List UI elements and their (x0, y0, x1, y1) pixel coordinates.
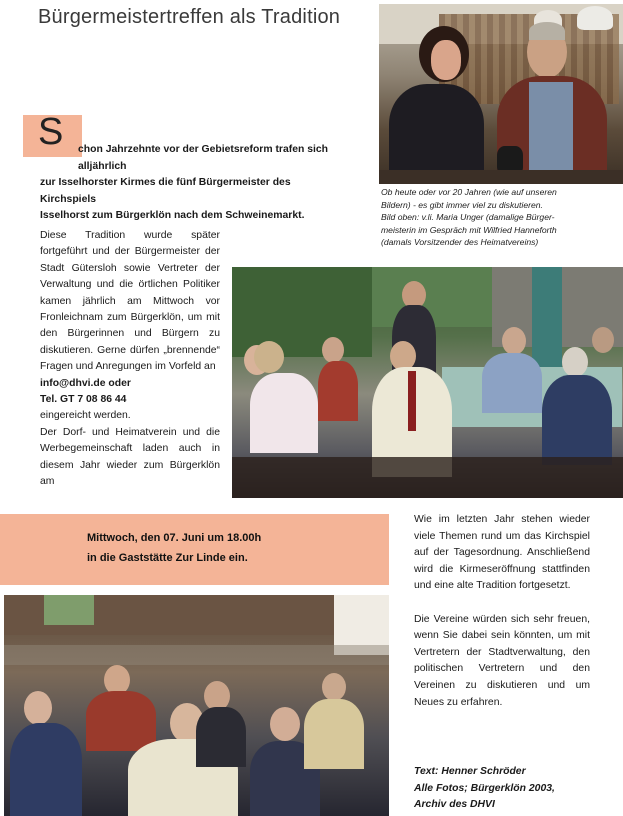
credit-line: Text: Henner Schröder (414, 766, 526, 777)
page-title: Bürgermeistertreffen als Tradition (38, 6, 341, 28)
credit-line: Alle Fotos; Bürgerklön 2003, (414, 782, 555, 794)
credit-line: Archiv des DHVI (414, 799, 495, 810)
caption-line: Bild oben: v.li. Maria Unger (damalige Bürger- (381, 212, 555, 223)
body-paragraph: Wie im letzten Jahr stehen wieder viele Themen rund um das Kirchspiel auf der Tagesordnung. Anschließend wird die Kirmeseröffnung stattfinden und eine alte Tradition fortgesetzt. (414, 514, 590, 592)
lead-line: zur Isselhorster Kirmes die fünf Bürgermeister des Kirchspiels (40, 177, 291, 205)
body-paragraph: Diese Tradition wurde später fortgeführt und der Bürgermeister der Stadt Gütersloh sowie Vertreter der Verwaltung und die örtlichen Politiker kamen jährlich am Mittwoch vor Fronleichnam zum Bürgerklön, um mit den Bürgerinnen und Bürgern zu diskutieren. Gerne dürfen „brennende“ Fragen und Anregungen im Vorfeld an (40, 230, 220, 373)
caption-line: Ob heute oder vor 20 Jahren (wie auf unseren (381, 187, 557, 197)
photo-bottom-audience (4, 595, 389, 816)
caption-line: meisterin im Gespräch mit Wilfried Hanneforth (381, 224, 557, 235)
photo-middle-gathering (232, 267, 623, 498)
caption-line: (damals Vorsitzender des Heimatvereins) (381, 237, 539, 248)
body-paragraph: eingereicht werden. (40, 410, 131, 422)
lead-paragraph (40, 142, 340, 225)
highlight-line: Mittwoch, den 07. Juni um 18.00h (87, 532, 262, 544)
lead-line: Isselhorst zum Bürgerklön nach dem Schweinemarkt. (40, 210, 305, 222)
body-left-column (40, 228, 220, 491)
lead-line: chon Jahrzehnte vor der Gebietsreform trafen sich alljährlich (78, 144, 329, 172)
body-paragraph: Der Dorf- und Heimatverein und die Werbegemeinschaft laden auch in diesem Jahr wieder zum Bürgerklön am (40, 426, 220, 488)
contact-email: info@dhvi.de oder (40, 377, 131, 389)
contact-phone: Tel. GT 7 08 86 44 (40, 394, 127, 406)
highlight-line: in die Gaststätte Zur Linde ein. (87, 552, 248, 564)
photo-caption (381, 186, 619, 249)
dropcap-letter: S (38, 111, 64, 153)
photo-top-meeting (379, 4, 623, 184)
event-date-highlight (87, 528, 261, 568)
body-right-column (414, 512, 590, 728)
body-paragraph: Die Vereine würden sich sehr freuen, wenn Sie dabei sein könnten, um mit Vertretern der Stadtverwaltung, den politischen Vertretern und den Vereinen zu diskutieren und um Neues zu erfahren. (414, 613, 590, 708)
caption-line: Bildern) - es gibt immer viel zu diskutieren. (381, 199, 543, 210)
article-credits (414, 764, 555, 814)
